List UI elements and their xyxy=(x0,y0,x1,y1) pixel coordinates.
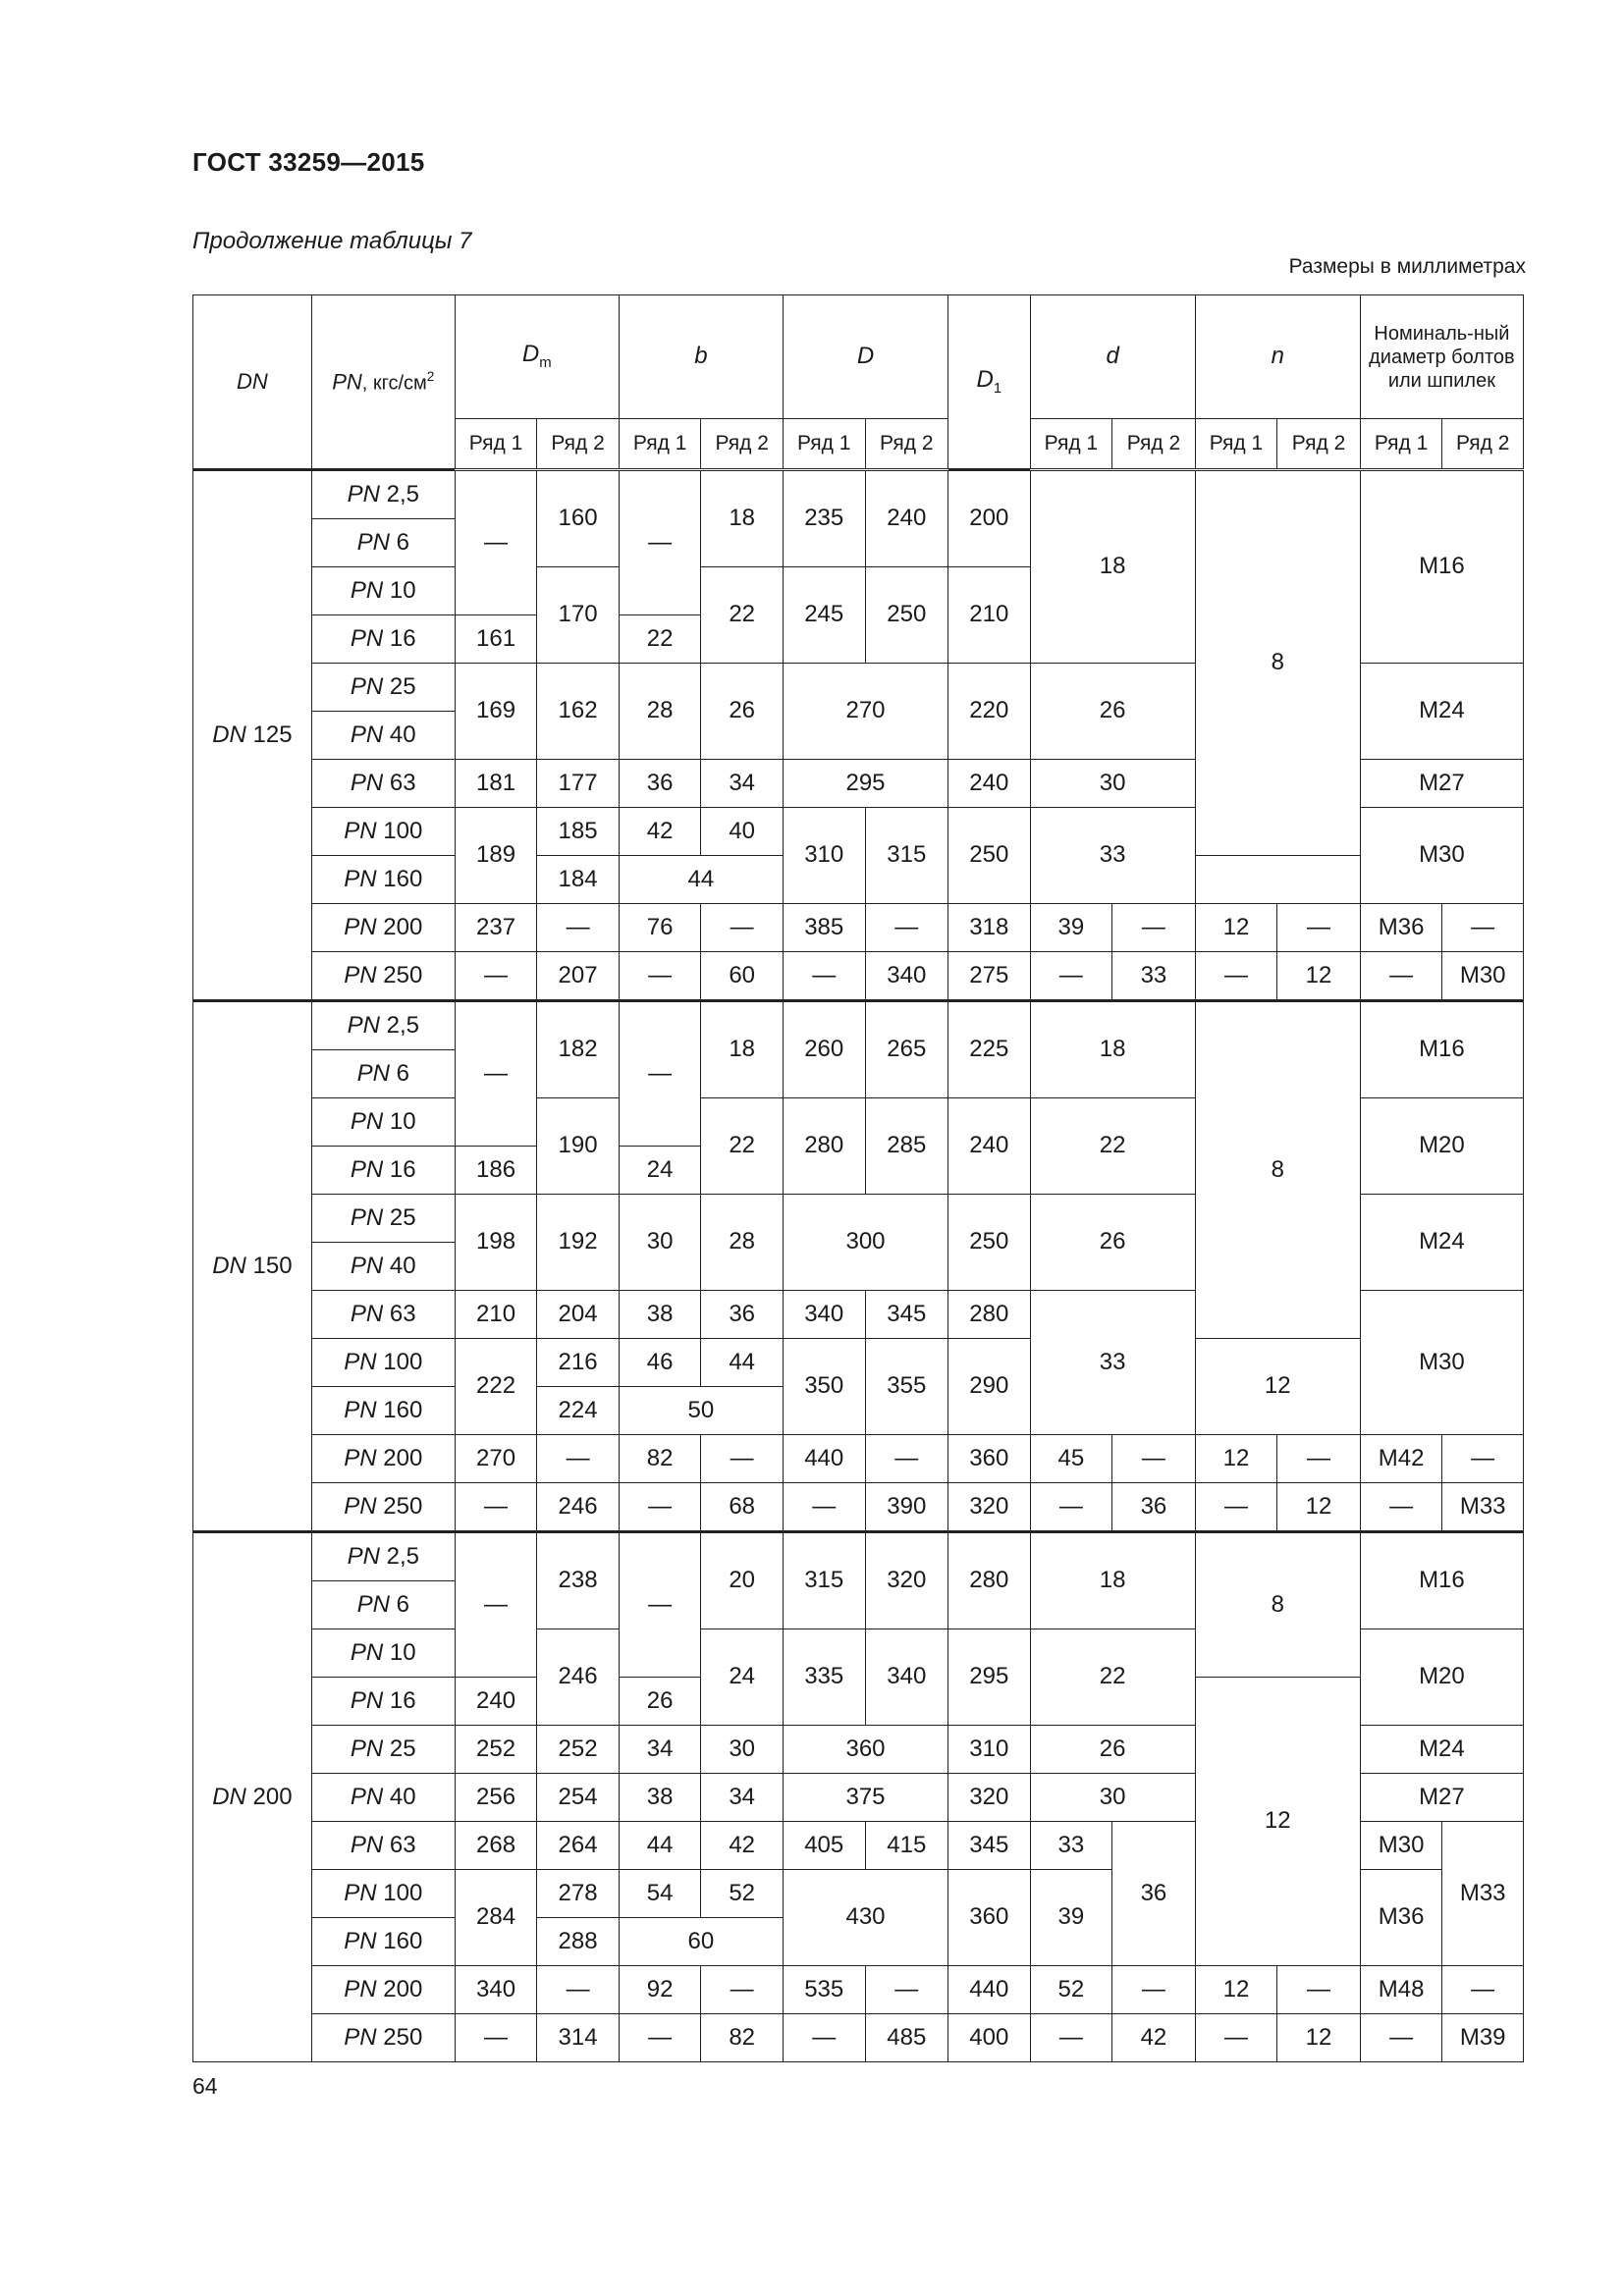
pn-cell: PN 2,5 xyxy=(311,1001,455,1050)
table-body xyxy=(193,470,1524,2062)
value-cell: 335 xyxy=(783,1629,865,1726)
pn-cell: PN 160 xyxy=(311,856,455,904)
value-cell: 36 xyxy=(1112,1483,1196,1532)
value-cell: M30 xyxy=(1360,1291,1523,1435)
value-cell: 18 xyxy=(1030,1001,1195,1098)
value-cell: M39 xyxy=(1442,2014,1524,2062)
value-cell: — xyxy=(455,2014,537,2062)
value-cell: 38 xyxy=(619,1291,701,1339)
value-cell: 68 xyxy=(701,1483,784,1532)
value-cell: 295 xyxy=(783,760,947,808)
header-series-1: Ряд 1 xyxy=(455,419,537,470)
value-cell: 46 xyxy=(619,1339,701,1387)
pn-cell: PN 2,5 xyxy=(311,1532,455,1581)
value-cell: 18 xyxy=(701,1001,784,1098)
value-cell: 33 xyxy=(1030,1822,1112,1870)
value-cell: 26 xyxy=(619,1678,701,1726)
value-cell: — xyxy=(455,1532,537,1678)
value-cell: 345 xyxy=(948,1822,1031,1870)
value-cell: 39 xyxy=(1030,904,1112,952)
pn-cell: PN 63 xyxy=(311,1822,455,1870)
value-cell: — xyxy=(1277,904,1361,952)
pn-cell: PN 16 xyxy=(311,1678,455,1726)
value-cell: — xyxy=(537,1435,620,1483)
header-bolt-diameter: Номиналь-ный диаметр болтов или шпилек xyxy=(1360,295,1523,419)
value-cell: — xyxy=(1195,2014,1277,2062)
header-pn: PN, кгс/$см^2$ xyxy=(311,295,455,470)
value-cell: 280 xyxy=(948,1532,1031,1629)
pn-cell: PN 25 xyxy=(311,1726,455,1774)
value-cell: 238 xyxy=(537,1532,620,1629)
header-series-2: Ряд 2 xyxy=(1277,419,1361,470)
value-cell: 535 xyxy=(783,1966,865,2014)
value-cell: 375 xyxy=(783,1774,947,1822)
pn-cell: PN 100 xyxy=(311,808,455,856)
value-cell: M27 xyxy=(1360,760,1523,808)
value-cell: 345 xyxy=(865,1291,948,1339)
value-cell: M24 xyxy=(1360,664,1523,760)
header-series-2: Ряд 2 xyxy=(537,419,620,470)
pn-cell: PN 25 xyxy=(311,664,455,712)
value-cell: — xyxy=(619,470,701,615)
value-cell: 275 xyxy=(948,952,1031,1001)
value-cell: 12 xyxy=(1277,1483,1361,1532)
pn-cell: PN 6 xyxy=(311,1050,455,1098)
value-cell: 240 xyxy=(948,760,1031,808)
value-cell: — xyxy=(1112,1966,1196,2014)
value-cell: 200 xyxy=(948,470,1031,567)
value-cell: — xyxy=(619,1532,701,1678)
value-cell: — xyxy=(865,1966,948,2014)
value-cell: 42 xyxy=(701,1822,784,1870)
value-cell: — xyxy=(1442,904,1524,952)
value-cell: — xyxy=(783,2014,865,2062)
value-cell: M30 xyxy=(1442,952,1524,1001)
value-cell: 360 xyxy=(948,1435,1031,1483)
value-cell: 189 xyxy=(455,808,537,904)
value-cell: M48 xyxy=(1360,1966,1442,2014)
value-cell: 340 xyxy=(783,1291,865,1339)
dn-cell: DN 125 xyxy=(193,470,312,1001)
value-cell: 162 xyxy=(537,664,620,760)
value-cell: 246 xyxy=(537,1483,620,1532)
value-cell: — xyxy=(701,904,784,952)
value-cell: 190 xyxy=(537,1098,620,1195)
pn-cell: PN 63 xyxy=(311,760,455,808)
value-cell: — xyxy=(1195,952,1277,1001)
value-cell: 350 xyxy=(783,1339,865,1435)
value-cell: — xyxy=(455,952,537,1001)
value-cell: 320 xyxy=(948,1774,1031,1822)
pn-cell: PN 200 xyxy=(311,904,455,952)
value-cell: — xyxy=(783,1483,865,1532)
table-row xyxy=(193,470,1524,519)
value-cell: 30 xyxy=(619,1195,701,1291)
value-cell: — xyxy=(1360,952,1442,1001)
table-row xyxy=(193,1435,1524,1483)
value-cell: 24 xyxy=(619,1147,701,1195)
value-cell: 270 xyxy=(783,664,947,760)
value-cell: — xyxy=(1195,1483,1277,1532)
value-cell: 278 xyxy=(537,1870,620,1918)
value-cell: 44 xyxy=(619,1822,701,1870)
value-cell: — xyxy=(1277,1435,1361,1483)
value-cell: 34 xyxy=(701,760,784,808)
value-cell: M36 xyxy=(1360,904,1442,952)
value-cell: 12 xyxy=(1277,952,1361,1001)
pn-cell: PN 250 xyxy=(311,1483,455,1532)
value-cell: 8 xyxy=(1195,1001,1360,1339)
value-cell: — xyxy=(1277,1966,1361,2014)
value-cell: 26 xyxy=(1030,1726,1195,1774)
pn-cell: PN 25 xyxy=(311,1195,455,1243)
value-cell: 240 xyxy=(865,470,948,567)
value-cell: 400 xyxy=(948,2014,1031,2062)
value-cell: 485 xyxy=(865,2014,948,2062)
value-cell: 40 xyxy=(701,808,784,856)
value-cell: 210 xyxy=(948,567,1031,664)
value-cell: 315 xyxy=(783,1532,865,1629)
value-cell: 340 xyxy=(865,952,948,1001)
value-cell: 216 xyxy=(537,1339,620,1387)
pn-cell: PN 250 xyxy=(311,952,455,1001)
value-cell: — xyxy=(455,1483,537,1532)
value-cell: 300 xyxy=(783,1195,947,1291)
value-cell: 250 xyxy=(948,1195,1031,1291)
header-series-1: Ряд 1 xyxy=(1360,419,1442,470)
value-cell: 82 xyxy=(619,1435,701,1483)
value-cell: 36 xyxy=(1112,1822,1196,1966)
header-series-2: Ряд 2 xyxy=(865,419,948,470)
value-cell: — xyxy=(1030,2014,1112,2062)
value-cell: 290 xyxy=(948,1339,1031,1435)
value-cell: 415 xyxy=(865,1822,948,1870)
value-cell: 254 xyxy=(537,1774,620,1822)
header-d-outer: D xyxy=(783,295,947,419)
value-cell: 246 xyxy=(537,1629,620,1726)
value-cell: 252 xyxy=(537,1726,620,1774)
value-cell: — xyxy=(619,2014,701,2062)
value-cell: 18 xyxy=(1030,1532,1195,1629)
page-number: 64 xyxy=(192,2073,218,2099)
pn-cell: PN 100 xyxy=(311,1339,455,1387)
value-cell: 285 xyxy=(865,1098,948,1195)
value-cell: 182 xyxy=(537,1001,620,1098)
value-cell: 12 xyxy=(1195,1966,1277,2014)
value-cell: 280 xyxy=(783,1098,865,1195)
value-cell: 60 xyxy=(619,1918,783,1966)
header-series-1: Ряд 1 xyxy=(619,419,701,470)
value-cell: 177 xyxy=(537,760,620,808)
pn-cell: PN 2,5 xyxy=(311,470,455,519)
table-row xyxy=(193,1483,1524,1532)
value-cell: — xyxy=(1030,1483,1112,1532)
value-cell: 18 xyxy=(701,470,784,567)
value-cell: — xyxy=(1442,1435,1524,1483)
value-cell: 245 xyxy=(783,567,865,664)
units-note: Размеры в миллиметрах xyxy=(1288,255,1526,278)
pn-cell: PN 40 xyxy=(311,1243,455,1291)
value-cell: 185 xyxy=(537,808,620,856)
value-cell: M16 xyxy=(1360,1532,1523,1629)
value-cell: 92 xyxy=(619,1966,701,2014)
value-cell: 52 xyxy=(701,1870,784,1918)
value-cell: 82 xyxy=(701,2014,784,2062)
value-cell: 30 xyxy=(1030,1774,1195,1822)
document-title: ГОСТ 33259—2015 xyxy=(192,147,425,177)
value-cell: — xyxy=(865,1435,948,1483)
value-cell: 12 xyxy=(1277,2014,1361,2062)
pn-cell: PN 200 xyxy=(311,1435,455,1483)
value-cell: 22 xyxy=(619,615,701,664)
value-cell: 295 xyxy=(948,1629,1031,1726)
value-cell: — xyxy=(701,1966,784,2014)
value-cell: — xyxy=(619,1001,701,1147)
value-cell: 60 xyxy=(701,952,784,1001)
value-cell: 210 xyxy=(455,1291,537,1339)
value-cell: 440 xyxy=(783,1435,865,1483)
value-cell: — xyxy=(537,904,620,952)
pn-cell: PN 16 xyxy=(311,1147,455,1195)
value-cell: 181 xyxy=(455,760,537,808)
value-cell: M36 xyxy=(1360,1870,1442,1966)
value-cell: 22 xyxy=(1030,1098,1195,1195)
value-cell: 270 xyxy=(455,1435,537,1483)
header-series-2: Ряд 2 xyxy=(1112,419,1196,470)
value-cell: 355 xyxy=(865,1339,948,1435)
value-cell: M20 xyxy=(1360,1098,1523,1195)
value-cell: 54 xyxy=(619,1870,701,1918)
value-cell: M30 xyxy=(1360,808,1523,904)
value-cell: M16 xyxy=(1360,470,1523,664)
table-row xyxy=(193,904,1524,952)
pn-cell: PN 10 xyxy=(311,567,455,615)
value-cell: 45 xyxy=(1030,1435,1112,1483)
value-cell: 252 xyxy=(455,1726,537,1774)
value-cell: — xyxy=(865,904,948,952)
value-cell: — xyxy=(455,1001,537,1147)
value-cell: — xyxy=(619,1483,701,1532)
value-cell: 360 xyxy=(783,1726,947,1774)
dn-cell: DN 150 xyxy=(193,1001,312,1532)
value-cell: 26 xyxy=(1030,664,1195,760)
value-cell: — xyxy=(1442,1966,1524,2014)
header-b: b xyxy=(619,295,783,419)
value-cell: 198 xyxy=(455,1195,537,1291)
value-cell: 320 xyxy=(865,1532,948,1629)
value-cell: 33 xyxy=(1112,952,1196,1001)
value-cell: 22 xyxy=(1030,1629,1195,1726)
value-cell: 34 xyxy=(701,1774,784,1822)
header-series-2: Ряд 2 xyxy=(1442,419,1524,470)
value-cell: 26 xyxy=(1030,1195,1195,1291)
value-cell: 315 xyxy=(865,808,948,904)
value-cell: 288 xyxy=(537,1918,620,1966)
value-cell: 310 xyxy=(783,808,865,904)
value-cell: 320 xyxy=(948,1483,1031,1532)
value-cell: 8 xyxy=(1195,470,1360,856)
value-cell: M27 xyxy=(1360,1774,1523,1822)
value-cell: 192 xyxy=(537,1195,620,1291)
pn-cell: PN 200 xyxy=(311,1966,455,2014)
value-cell: 224 xyxy=(537,1387,620,1435)
header-n: n xyxy=(1195,295,1360,419)
value-cell: 280 xyxy=(948,1291,1031,1339)
header-series-1: Ряд 1 xyxy=(783,419,865,470)
value-cell: 405 xyxy=(783,1822,865,1870)
value-cell: — xyxy=(1030,952,1112,1001)
header-dn: DN xyxy=(193,295,312,470)
value-cell: 225 xyxy=(948,1001,1031,1098)
value-cell: 52 xyxy=(1030,1966,1112,2014)
flange-dimensions-table xyxy=(192,294,1524,2062)
value-cell: M33 xyxy=(1442,1483,1524,1532)
value-cell: 340 xyxy=(865,1629,948,1726)
header-d-small: d xyxy=(1030,295,1195,419)
value-cell: 237 xyxy=(455,904,537,952)
value-cell: 24 xyxy=(701,1629,784,1726)
value-cell: 76 xyxy=(619,904,701,952)
dn-cell: DN 200 xyxy=(193,1532,312,2062)
pn-cell: PN 100 xyxy=(311,1870,455,1918)
value-cell: 12 xyxy=(1195,1435,1277,1483)
value-cell: — xyxy=(1112,1435,1196,1483)
header-series-1: Ряд 1 xyxy=(1030,419,1112,470)
value-cell: 385 xyxy=(783,904,865,952)
value-cell: 34 xyxy=(619,1726,701,1774)
value-cell: 22 xyxy=(701,1098,784,1195)
value-cell: 284 xyxy=(455,1870,537,1966)
value-cell: 184 xyxy=(537,856,620,904)
value-cell: 360 xyxy=(948,1870,1031,1966)
value-cell: 33 xyxy=(1030,808,1195,904)
value-cell: 240 xyxy=(948,1098,1031,1195)
pn-cell: PN 10 xyxy=(311,1098,455,1147)
value-cell: 39 xyxy=(1030,1870,1112,1966)
value-cell: M24 xyxy=(1360,1726,1523,1774)
pn-cell: PN 160 xyxy=(311,1918,455,1966)
value-cell: 240 xyxy=(455,1678,537,1726)
pn-cell: PN 6 xyxy=(311,519,455,567)
value-cell: 204 xyxy=(537,1291,620,1339)
value-cell: M16 xyxy=(1360,1001,1523,1098)
value-cell: M20 xyxy=(1360,1629,1523,1726)
value-cell: — xyxy=(1360,2014,1442,2062)
value-cell: 430 xyxy=(783,1870,947,1966)
header-series-2: Ряд 2 xyxy=(701,419,784,470)
value-cell: 12 xyxy=(1195,1678,1360,1966)
value-cell: 170 xyxy=(537,567,620,664)
value-cell: — xyxy=(1112,904,1196,952)
value-cell: 44 xyxy=(619,856,783,904)
value-cell: 20 xyxy=(701,1532,784,1629)
value-cell: 36 xyxy=(701,1291,784,1339)
value-cell: — xyxy=(619,952,701,1001)
value-cell: 12 xyxy=(1195,1339,1360,1435)
value-cell: 256 xyxy=(455,1774,537,1822)
pn-cell: PN 63 xyxy=(311,1291,455,1339)
value-cell: 169 xyxy=(455,664,537,760)
value-cell: 50 xyxy=(619,1387,783,1435)
table-row xyxy=(193,2014,1524,2062)
value-cell: M33 xyxy=(1442,1822,1524,1966)
table-row xyxy=(193,1001,1524,1050)
value-cell: 160 xyxy=(537,470,620,567)
value-cell: 340 xyxy=(455,1966,537,2014)
value-cell: 207 xyxy=(537,952,620,1001)
value-cell: M42 xyxy=(1360,1435,1442,1483)
value-cell: 18 xyxy=(1030,470,1195,664)
value-cell: — xyxy=(1360,1483,1442,1532)
header-d1: $D_1$ xyxy=(948,295,1031,470)
header-series-1: Ряд 1 xyxy=(1195,419,1277,470)
value-cell: 28 xyxy=(701,1195,784,1291)
value-cell: 30 xyxy=(1030,760,1195,808)
value-cell: — xyxy=(701,1435,784,1483)
value-cell: — xyxy=(537,1966,620,2014)
value-cell: 222 xyxy=(455,1339,537,1435)
value-cell: 38 xyxy=(619,1774,701,1822)
value-cell: 186 xyxy=(455,1147,537,1195)
pn-cell: PN 40 xyxy=(311,712,455,760)
value-cell: 8 xyxy=(1195,1532,1360,1678)
table-row xyxy=(193,952,1524,1001)
table-row xyxy=(193,1532,1524,1581)
value-cell: 30 xyxy=(701,1726,784,1774)
value-cell: 28 xyxy=(619,664,701,760)
value-cell: 36 xyxy=(619,760,701,808)
header-dm: $D_m$ xyxy=(455,295,619,419)
value-cell: 265 xyxy=(865,1001,948,1098)
value-cell: 250 xyxy=(865,567,948,664)
value-cell: 12 xyxy=(1195,904,1277,952)
value-cell: 42 xyxy=(619,808,701,856)
value-cell: 260 xyxy=(783,1001,865,1098)
table-caption: Продолжение таблицы 7 xyxy=(192,228,472,254)
value-cell: — xyxy=(783,952,865,1001)
value-cell: 314 xyxy=(537,2014,620,2062)
value-cell: 33 xyxy=(1030,1291,1195,1435)
value-cell: 161 xyxy=(455,615,537,664)
value-cell: 42 xyxy=(1112,2014,1196,2062)
pn-cell: PN 6 xyxy=(311,1581,455,1629)
value-cell: 440 xyxy=(948,1966,1031,2014)
value-cell: 268 xyxy=(455,1822,537,1870)
pn-cell: PN 160 xyxy=(311,1387,455,1435)
value-cell: 264 xyxy=(537,1822,620,1870)
value-cell: 220 xyxy=(948,664,1031,760)
value-cell: 44 xyxy=(701,1339,784,1387)
value-cell: 250 xyxy=(948,808,1031,904)
value-cell: M24 xyxy=(1360,1195,1523,1291)
pn-cell: PN 10 xyxy=(311,1629,455,1678)
value-cell: 310 xyxy=(948,1726,1031,1774)
value-cell: M30 xyxy=(1360,1822,1442,1870)
value-cell: 26 xyxy=(701,664,784,760)
value-cell: 318 xyxy=(948,904,1031,952)
pn-cell: PN 40 xyxy=(311,1774,455,1822)
table-row xyxy=(193,1339,1524,1387)
pn-cell: PN 16 xyxy=(311,615,455,664)
value-cell: 235 xyxy=(783,470,865,567)
pn-cell: PN 250 xyxy=(311,2014,455,2062)
value-cell: 22 xyxy=(701,567,784,664)
value-cell: 390 xyxy=(865,1483,948,1532)
value-cell: — xyxy=(455,470,537,615)
table-row xyxy=(193,1966,1524,2014)
